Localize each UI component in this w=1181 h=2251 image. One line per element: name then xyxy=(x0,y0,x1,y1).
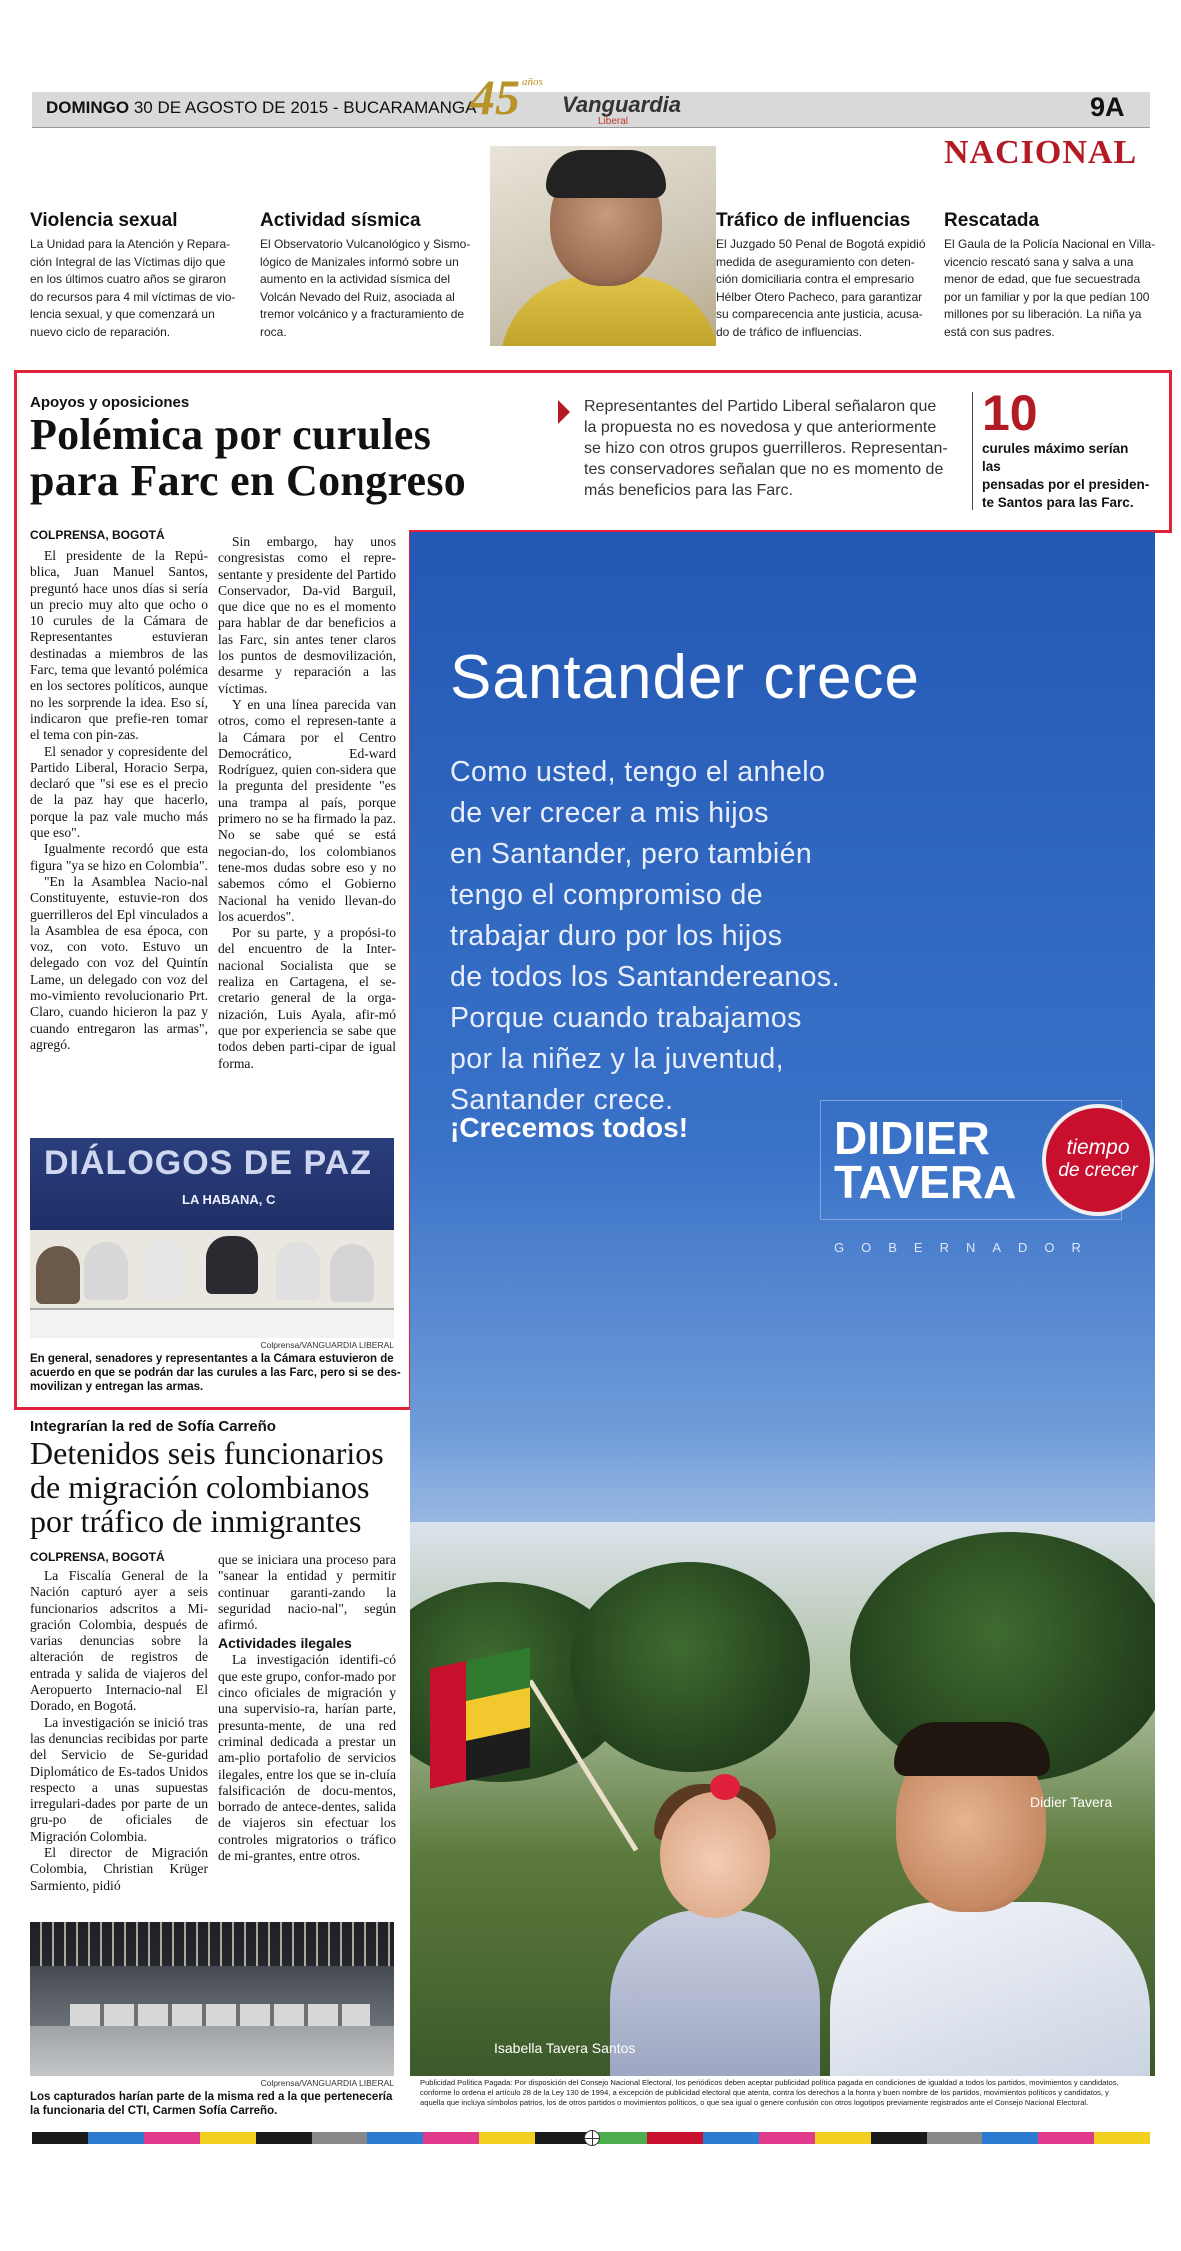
ad-title: Santander crece xyxy=(450,643,920,712)
article1-byline: COLPRENSA, BOGOTÁ xyxy=(30,528,165,542)
logo-subname: Liberal xyxy=(598,116,629,127)
paragraph: La investigación se inició tras las denuncias recibidas por parte del Servicio de Se-guridad Diplomático de Es-tados Unidos respecto a unas supuestas irregulari-dades por parte de un gru-po de oficiales de Migración Colombia. xyxy=(30,1714,208,1844)
article2-byline: COLPRENSA, BOGOTÁ xyxy=(30,1550,165,1564)
article2-kicker: Integrarían la red de Sofía Carreño xyxy=(30,1418,276,1435)
color-swatch xyxy=(312,2132,368,2144)
ad-call-to-action: ¡Crecemos todos! xyxy=(450,1112,689,1143)
paragraph: Y en una línea parecida van otros, como el represen-tante a la Cámara por el Centro Democrático, Ed-ward Rodríguez, quien con-sidera que la pregunta del presidente "es una trampa al país, porque primero no se ha firmado la paz. No se sabe qué se está negocian-do, los colombianos tene-mos dudas sobre eso y no sabemos cómo el Gobierno Nacional ha venido llevan-do los acuerdos". xyxy=(218,696,396,924)
brief-trafico-influencias xyxy=(716,210,930,341)
article1-photo-caption: En general, senadores y representantes a la Cámara estuvieron de acuerdo en que se podrán dar las curules a las Farc, pero si se des- movilizan y entregan las armas. xyxy=(30,1353,401,1393)
color-swatch xyxy=(423,2132,479,2144)
brief-text: El Observatorio Vulcanológico y Sismo- lógico de Manizales informó sobre un aumento en la actividad sísmica del Volcán Nevado del Ruiz, asociada al tremor volcánico y a fracturamiento de roca. xyxy=(260,237,471,339)
ad-slogan-seal: tiempo de crecer xyxy=(1042,1104,1154,1216)
paragraph: "En la Asamblea Nacio-nal Constituyente, estuvie-ron dos guerrilleros del Epl vinculados a la Asamblea de esa época, con voz, con voto. Estuvo un delegado con voz del Quintín Lame, un delegado con voz del mo-vimiento revolucionario Prt. Claro, cuando hicieron la paz y cuando entregaron las armas", agregó. xyxy=(30,873,208,1052)
stat-text: curules máximo serían las pensadas por el presiden- te Santos para las Farc. xyxy=(982,441,1150,510)
article1-column-1 xyxy=(30,548,208,1053)
ad-office: GOBERNADOR xyxy=(834,1240,1098,1255)
paragraph: La investigación identifi-có que este grupo, confor-mado por cinco oficiales de migración y una supervisio-ra, harían parte, presunta-mente, de una red criminal dedicada a prestar un am-plio portafolio de servicios ilegales, entre los que se in-cluía falsificación de docu-mentos, borrado de antece-dentes, salida de viajeros sin efectuar los controles migratorios o tráfico de mi-grantes, entre otros. xyxy=(218,1652,396,1864)
color-swatch xyxy=(535,2132,591,2144)
ad-candidate-name: DIDIER TAVERA xyxy=(834,1112,1017,1208)
page-number: 9A xyxy=(1090,92,1125,122)
brief-title: Violencia sexual xyxy=(30,210,178,231)
logo-anniversary-number: 45 xyxy=(470,69,520,125)
article2-subhead: Actividades ilegales xyxy=(218,1635,352,1652)
color-swatch xyxy=(367,2132,423,2144)
article1-headline: Polémica por curules para Farc en Congreso xyxy=(30,410,467,505)
photo-banner-subtext: LA HABANA, C xyxy=(182,1192,276,1207)
paragraph: La Fiscalía General de la Nación capturó ayer a seis funcionarios adscritos a Mi-gración Colombia, después de varias denuncias sobre la alteración de registros de entrada y salida de viajeros del Aeropuerto Internacio-nal El Dorado, en Bogotá. xyxy=(30,1568,208,1714)
color-swatch xyxy=(144,2132,200,2144)
color-swatch xyxy=(88,2132,144,2144)
color-swatch xyxy=(759,2132,815,2144)
brief-title: Rescatada xyxy=(944,210,1040,231)
paragraph: El senador y copresidente del Partido Liberal, Horacio Serpa, declaró que "si ese es el precio de la paz hay que hacerlo, porque la paz vale mucho más que eso". xyxy=(30,743,208,841)
ad-photo-label-man: Didier Tavera xyxy=(1030,1794,1113,1810)
article1-lead: Representantes del Partido Liberal señalaron que la propuesta no es novedosa y que anteriormente se hizo con otros grupos guerrilleros. Representan- tes conservadores señalan que no es momento de más beneficios para las Farc. xyxy=(584,398,948,499)
color-swatch xyxy=(1094,2132,1150,2144)
article2-column-2 xyxy=(218,1552,396,1864)
santander-flag-icon xyxy=(430,1647,530,1788)
brief-portrait-photo xyxy=(490,146,716,346)
stat-divider xyxy=(972,392,973,510)
article1-photo xyxy=(30,1138,394,1338)
brief-actividad-sismica xyxy=(260,210,482,341)
color-swatch xyxy=(647,2132,703,2144)
paragraph: Por su parte, y a propósi-to del encuentro de la Inter-nacional Socialista que se realiza en Cartagena, el se-cretario general de la orga-nización, Luis Ayala, afir-mó que por experiencia se sabe que todos deben parti-cipar de igual forma. xyxy=(218,925,396,1071)
color-swatch xyxy=(32,2132,88,2144)
brief-text: El Juzgado 50 Penal de Bogotá expidió medida de aseguramiento con deten- ción domiciliaria contra el empresario Hélber Otero Pacheco, para garantizar su comparecencia ante justicia, acusa- do de tráfico de influencias. xyxy=(716,237,926,339)
color-swatch xyxy=(982,2132,1038,2144)
ad-legal-notice: Publicidad Política Pagada: Por disposición del Consejo Nacional Electoral, los periódicos deben aceptar publicidad política pagada en condiciones de igualdad a todos los partidos, movimientos y candidatos, conforme lo ordena el artículo 28 de la Ley 130 de 1994, a excepción de publicidad electoral que atenta, contra los derechos a la honra y buen nombre de los partidos, movimientos políticos y candidatos, y aquella que incluya símbolos patrios, los de otros partidos o movimientos políticos, o que sea igual o genere confusión con otros logotipos previamente registrados ante el Consejo Nacional Electoral. xyxy=(420,2078,1119,2107)
color-swatch xyxy=(200,2132,256,2144)
header-date xyxy=(46,96,476,120)
brief-rescatada xyxy=(944,210,1158,341)
section-title: NACIONAL xyxy=(944,134,1138,171)
article2-photo-airport xyxy=(30,1922,394,2076)
brief-title: Tráfico de influencias xyxy=(716,210,911,231)
color-swatch xyxy=(479,2132,535,2144)
ad-body: Como usted, tengo el anhelo de ver crecer a mis hijos en Santander, pero también tengo el compromiso de trabajar duro por los hijos de todos los Santandereanos. Porque cuando trabajamos por la niñez y la juventud, Santander crece. xyxy=(450,756,840,1116)
article1-photo-credit: Colprensa/VANGUARDIA LIBERAL xyxy=(260,1340,394,1350)
article2-photo-caption: Los capturados harían parte de la misma red a la que pertenecería la funcionaria del CTI, Carmen Sofía Carreño. xyxy=(30,2091,393,2117)
paragraph: El director de Migración Colombia, Christian Krüger Sarmiento, pidió xyxy=(30,1845,208,1893)
paragraph: que se iniciara una proceso para "sanear la entidad y permitir continuar garanti-zando la seguridad nacio-nal", según afirmó. xyxy=(218,1552,396,1633)
paragraph: Igualmente recordó que esta figura "ya se hizo en Colombia". xyxy=(30,841,208,873)
header-day: DOMINGO xyxy=(46,98,130,117)
color-swatch xyxy=(256,2132,312,2144)
color-swatch xyxy=(815,2132,871,2144)
article1-kicker: Apoyos y oposiciones xyxy=(30,394,190,411)
paragraph: El presidente de la Repú-blica, Juan Manuel Santos, preguntó hace unos días si sería un precio muy alto que ocho o 10 curules de la Cámara de Representantes estuvieran destinadas a miembros de las Farc, tema que levantó polémica en los sectores políticos, aunque no les sorprende la idea. Eso sí, indicaron que prefie-ren tomar el tema con pin-zas. xyxy=(30,548,208,743)
newspaper-logo xyxy=(470,69,700,130)
brief-violencia-sexual xyxy=(30,210,246,341)
article2-photo-credit: Colprensa/VANGUARDIA LIBERAL xyxy=(260,2078,394,2088)
political-advertisement xyxy=(410,532,1155,2076)
brief-text: El Gaula de la Policía Nacional en Villa- vicencio rescató sana y salva a una menor de edad, que fue secuestrada por un familiar y por la que pedían 100 millones por su liberación. La niña ya está con sus padres. xyxy=(944,237,1156,339)
article2-headline: Detenidos seis funcionarios de migración colombianos por tráfico de inmigrantes xyxy=(30,1435,384,1539)
registration-mark-icon xyxy=(584,2130,600,2146)
color-swatch xyxy=(703,2132,759,2144)
logo-name: Vanguardia xyxy=(562,92,681,117)
article2-column-1 xyxy=(30,1568,208,1894)
brief-title: Actividad sísmica xyxy=(260,210,421,231)
logo-years: años xyxy=(522,76,543,88)
ad-photo-label-girl: Isabella Tavera Santos xyxy=(494,2040,636,2056)
article1-column-2 xyxy=(218,534,396,1072)
color-swatch xyxy=(1038,2132,1094,2144)
header-date-city: 30 DE AGOSTO DE 2015 - BUCARAMANGA xyxy=(133,98,477,117)
paragraph: Sin embargo, hay unos congresistas como el repre-sentante y presidente del Partido Conservador, Da-vid Barguil, que dice que no es el momento para hablar de dar beneficios a las Farc, sin antes tener claros los puntos de desmovilización, desarme y reparación a las víctimas. xyxy=(218,534,396,696)
stat-number: 10 xyxy=(982,385,1038,441)
brief-text: La Unidad para la Atención y Repara- ción Integral de las Víctimas dijo que en los últimos cuatro años se giraron do recursos para 4 mil víctimas de vio- lencia sexual, y que comenzará un nuevo ciclo de reparación. xyxy=(30,237,236,339)
color-swatch xyxy=(927,2132,983,2144)
color-swatch xyxy=(871,2132,927,2144)
photo-banner-text: DIÁLOGOS DE PAZ xyxy=(44,1144,372,1182)
lead-arrow-icon xyxy=(558,400,570,424)
